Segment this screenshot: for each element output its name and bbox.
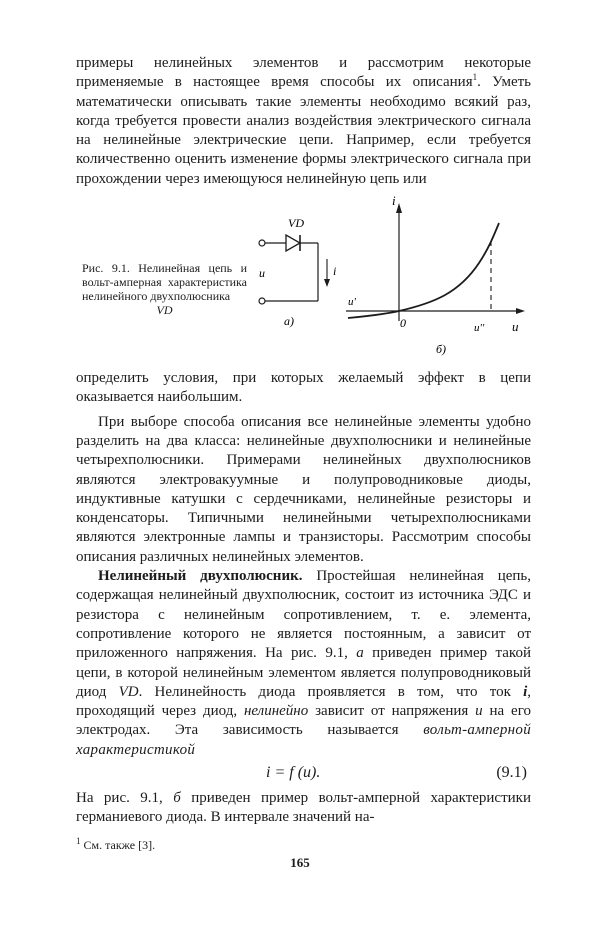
circuit-label-u: u [259,266,265,281]
circuit-label-i: i [333,264,337,279]
fig-ref-a: а [356,645,364,662]
figure-9-1 [76,193,531,365]
symbol-i: i [523,683,528,700]
fig-ref-b: б [173,790,181,807]
graph-label-u: u [512,319,519,335]
graph-label-u-double-prime: u'' [474,322,485,335]
emph-nonlinear: нелинейно [243,703,309,720]
terminal-top [259,240,265,246]
footnote-mark: 1 [76,836,81,846]
paragraph-4-text-c: . Нелинейность диода проявляется в том, что ток [138,683,524,700]
footnote-ref: 1 [472,72,478,83]
paragraph-5 [76,789,531,828]
graph-label-u-prime: u' [348,296,356,309]
circuit-diagram [254,215,344,333]
circuit-label-vd: VD [288,216,304,231]
paragraph-4-text-e: зависит от напряжения [308,703,476,720]
symbol-u: u [475,703,483,720]
page-body [76,54,531,828]
figure-caption [82,261,247,317]
page-number: 165 [290,855,310,870]
current-arrow-head [324,279,330,287]
paragraph-1 [76,54,531,189]
symbol-vd: VD [118,683,139,700]
formula-number: (9.1) [496,764,527,782]
figure-caption-vd: VD [156,303,173,318]
graph-label-zero: 0 [400,316,406,331]
paragraph-2: определить условия, при которых желаемый эффект в цепи оказывается наибольшим. [76,370,531,406]
iv-curve [348,223,499,318]
graph-label-i: i [392,193,396,209]
y-axis-arrow [396,203,402,213]
paragraph-5-text-b: приведен пример вольт-амперной характеристики германиевого диода. В интервале значений на- [76,790,531,826]
figure-caption-text: Рис. 9.1. Нелинейная цепь и вольт-амперная характеристика нелинейного двухполюсника [82,261,247,304]
paragraph-4 [76,567,531,760]
x-axis-arrow [516,308,525,314]
paragraph-1-text: примеры нелинейных элементов и рассмотрим некоторые применяемые в настоящее время способы их описания [76,55,531,91]
paragraph-4-text-a: Простейшая нелинейная цепь, содержащая нелинейный двухполюсник, состоит из источника ЭДС и резистора с нелинейным сопротивлением, т. е. элемента, сопротивление которого не является постоянным, а зависит от приложенного напряжения. На рис. 9.1, [76,568,531,662]
formula-expression: i = f (u). [266,764,321,782]
footnote-text: См. также [3]. [83,838,156,852]
section-heading: Нелинейный двухполюсник. [98,568,303,585]
diode-symbol [286,235,300,251]
paragraph-5-text-a: На рис. 9.1, [76,790,174,807]
term-volt-ampere: вольт-амперной характеристикой [76,722,531,758]
circuit-sub-a: а) [284,314,294,329]
graph-sub-b: б) [436,342,447,357]
footnote [76,838,376,853]
iv-characteristic-graph [344,193,528,365]
paragraph-1-text-rest: . Уметь математически описывать такие элементы необходимо всякий раз, когда требуется провести анализ воздействия электрического сигнала на нелинейные электрические цепи. Например, если требуется количественно оценить изменение формы электрического сигнала при прохождении через имеющуюся нелинейную цепь или [76,74,531,187]
paragraph-3: При выборе способа описания все нелинейные элементы удобно разделить на два класса: нелинейные двухполюсники и нелинейные четырехполюсники. Примерами нелинейных двухполюсников являются электровакуумные и полупроводниковые диоды, индуктивные катушки с сердечниками, нелинейные резисторы и конденсаторы. Типичными нелинейными четырехполюсниками являются электронные лампы и транзисторы. Рассмотрим способы описания различных нелинейных элементов. [76,413,531,565]
terminal-bottom [259,298,265,304]
formula-9-1 [76,763,531,787]
paragraph-4-text-d: , проходящий через диод, [76,683,531,720]
paragraph-4-text-b: приведен пример такой цепи, в которой нелинейным элементом является полупроводниковый диод [76,645,531,700]
paragraph-4-text-f: на его электродах. Эта зависимость называется [76,703,531,739]
